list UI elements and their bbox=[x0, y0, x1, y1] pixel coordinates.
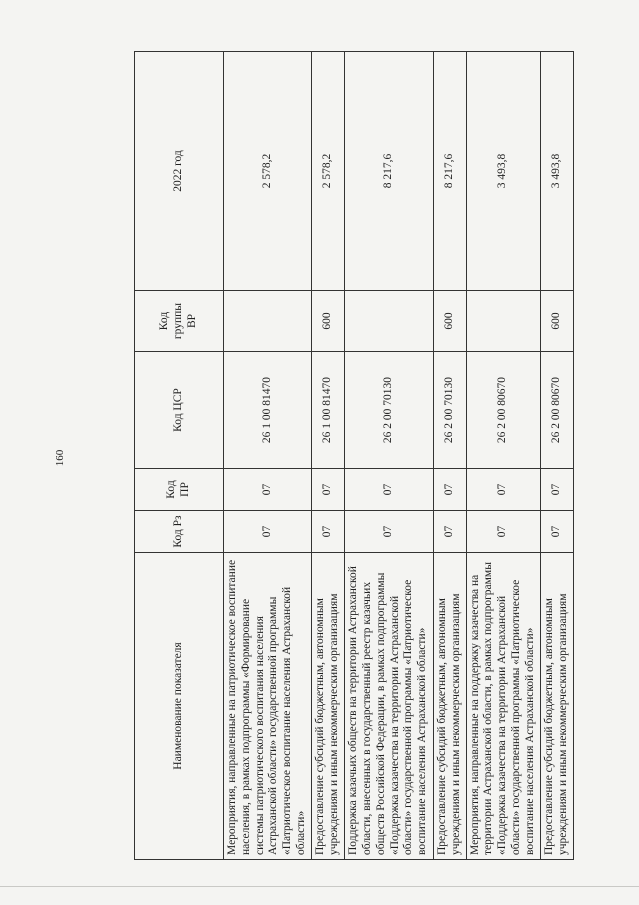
row-pr: 07 bbox=[433, 469, 466, 511]
budget-table bbox=[134, 51, 574, 860]
row-amount: 2 578,2 bbox=[312, 52, 345, 291]
row-csr: 26 2 00 80670 bbox=[541, 352, 574, 469]
row-amount: 3 493,8 bbox=[466, 52, 541, 291]
row-pr: 07 bbox=[541, 469, 574, 511]
table-row bbox=[312, 52, 345, 860]
row-csr: 26 1 00 81470 bbox=[312, 352, 345, 469]
row-pr: 07 bbox=[466, 469, 541, 511]
row-rz: 07 bbox=[224, 511, 312, 553]
row-rz: 07 bbox=[466, 511, 541, 553]
header-year-2022: 2022 год bbox=[135, 52, 224, 291]
row-rz: 07 bbox=[345, 511, 433, 553]
table-row bbox=[541, 52, 574, 860]
row-vr bbox=[345, 291, 433, 352]
row-name: Предоставление субсидий бюджетным, автономным учреждениям и иным некоммерческим организациям bbox=[433, 553, 466, 860]
header-pr-code: Код ПР bbox=[135, 469, 224, 511]
row-vr: 600 bbox=[541, 291, 574, 352]
table-row bbox=[224, 52, 312, 860]
header-rz-code: Код Рз bbox=[135, 511, 224, 553]
row-rz: 07 bbox=[433, 511, 466, 553]
header-indicator-name: Наименование показателя bbox=[135, 553, 224, 860]
row-csr: 26 2 00 80670 bbox=[466, 352, 541, 469]
row-name: Предоставление субсидий бюджетным, автономным учреждениям и иным некоммерческим организациям bbox=[541, 553, 574, 860]
scan-edge-line bbox=[0, 886, 639, 887]
row-pr: 07 bbox=[224, 469, 312, 511]
budget-table-container bbox=[134, 52, 574, 860]
row-csr: 26 2 00 70130 bbox=[345, 352, 433, 469]
row-vr bbox=[466, 291, 541, 352]
row-rz: 07 bbox=[541, 511, 574, 553]
table-row bbox=[466, 52, 541, 860]
table-row bbox=[345, 52, 433, 860]
row-amount: 8 217,6 bbox=[433, 52, 466, 291]
row-amount: 8 217,6 bbox=[345, 52, 433, 291]
row-name: Мероприятия, направленные на поддержку казачества на территории Астраханской области, в рамках подпрограммы «Поддержка казачества на территории Астраханской области» государственной программы «Патриотическое воспитание населения Астраханской области» bbox=[466, 553, 541, 860]
row-pr: 07 bbox=[312, 469, 345, 511]
row-amount: 2 578,2 bbox=[224, 52, 312, 291]
row-name: Поддержка казачьих обществ на территории Астраханской области, внесенных в государственный реестр казачьих обществ Российской Федерации, в рамках подпрограммы «Поддержка казачества на территории Астраханской области» государственной программы «Патриотическое воспитание населения Астраханской области» bbox=[345, 553, 433, 860]
row-rz: 07 bbox=[312, 511, 345, 553]
row-vr bbox=[224, 291, 312, 352]
header-csr-code: Код ЦСР bbox=[135, 352, 224, 469]
table-row bbox=[433, 52, 466, 860]
header-vr-group-code: Код группы ВР bbox=[135, 291, 224, 352]
row-vr: 600 bbox=[433, 291, 466, 352]
row-pr: 07 bbox=[345, 469, 433, 511]
page-number: 160 bbox=[54, 449, 66, 467]
row-name: Предоставление субсидий бюджетным, автономным учреждениям и иным некоммерческим организациям bbox=[312, 553, 345, 860]
row-vr: 600 bbox=[312, 291, 345, 352]
row-csr: 26 1 00 81470 bbox=[224, 352, 312, 469]
row-name: Мероприятия, направленные на патриотическое воспитание населения, в рамках подпрограммы «Формирование системы патриотического воспитания населения Астраханской области» государственной программы «Патриотическое воспитание населения Астраханской области» bbox=[224, 553, 312, 860]
row-amount: 3 493,8 bbox=[541, 52, 574, 291]
table-header-row bbox=[135, 52, 224, 860]
row-csr: 26 2 00 70130 bbox=[433, 352, 466, 469]
